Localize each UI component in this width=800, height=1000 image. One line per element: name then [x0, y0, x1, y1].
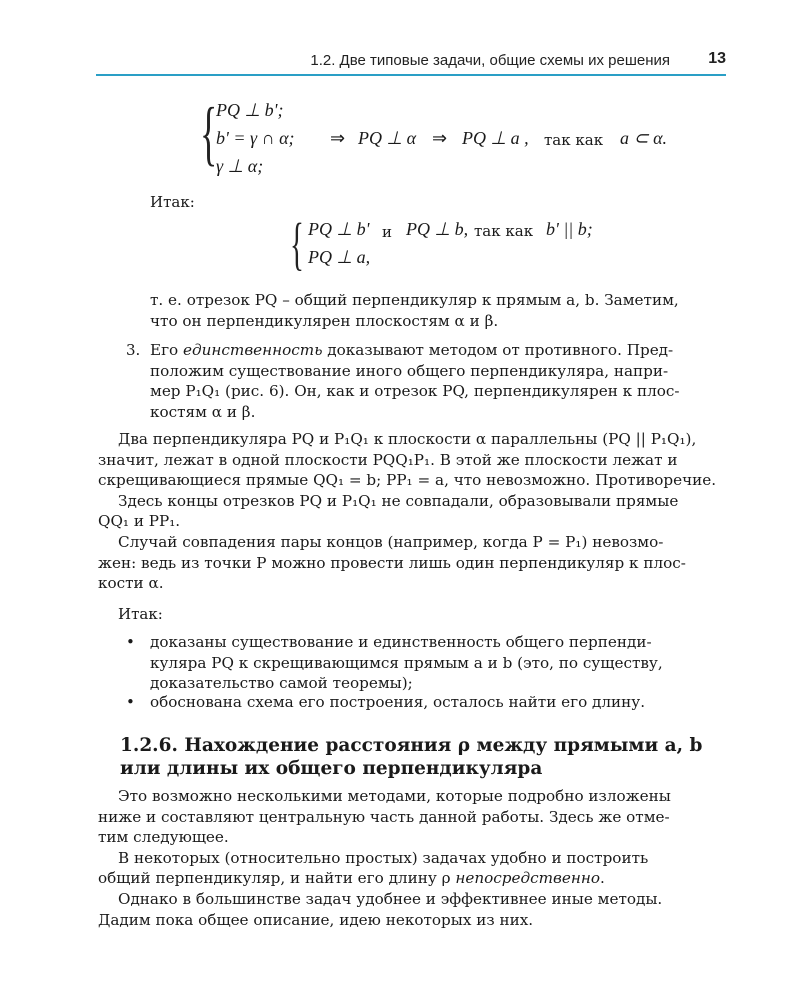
paragraph-perpendiculars: [98, 429, 728, 594]
system2-eq1b: PQ ⊥ b,: [406, 219, 469, 239]
text-line: куляра PQ к скрещивающимся прямым a и b (это, по существу,: [150, 653, 663, 672]
system2-eq1a: PQ ⊥ b': [308, 219, 370, 239]
system2-eq2: PQ ⊥ a,: [308, 247, 371, 267]
text-line: тим следующее.: [98, 828, 229, 847]
itak-label-1: Итак:: [150, 193, 195, 211]
system1-eq3: γ ⊥ α;: [216, 156, 264, 176]
text-line: Это возможно несколькими методами, которые подробно изложены: [118, 787, 671, 805]
text-line: доказательство самой теоремы);: [150, 674, 413, 693]
system1-since: так как: [544, 131, 604, 149]
text-line: QQ₁ и PP₁.: [98, 512, 181, 531]
system2-and: и: [382, 223, 392, 241]
running-header: [96, 44, 726, 76]
text-run: .: [600, 869, 605, 888]
text-run: доказывают методом от противного. Пред-: [322, 341, 674, 359]
left-brace-icon: {: [290, 211, 304, 276]
text-line: мер P₁Q₁ (рис. 6). Он, как и отрезок PQ, перпендикулярен к плос-: [150, 382, 680, 401]
text-line: костям α и β.: [150, 402, 256, 421]
emphasis-text: непосредственно: [455, 869, 600, 888]
paragraph-methods: [98, 786, 728, 930]
system2-since: так как: [474, 222, 534, 240]
text-line: кости α.: [98, 574, 164, 593]
list-item-3: [150, 340, 728, 422]
bullet-item-2: [150, 692, 728, 713]
system1-eq2: b' = γ ∩ α;: [216, 128, 295, 148]
implies-arrow-2: ⇒: [432, 128, 448, 148]
bullet-icon: •: [126, 633, 135, 651]
left-brace-icon: {: [200, 93, 218, 173]
implies-arrow-1: ⇒: [330, 128, 346, 148]
text-line: Здесь концы отрезков PQ и P₁Q₁ не совпадали, образовывали прямые: [118, 491, 679, 510]
text-line: Однако в большинстве задач удобнее и эффективнее иные методы.: [118, 889, 663, 908]
bullet-item-1: [150, 632, 728, 694]
itak-label-2: Итак:: [118, 605, 163, 623]
text-line: скрещивающиеся прямые QQ₁ = b; PP₁ = a, что невозможно. Противоречие.: [98, 471, 717, 490]
text-line: т. е. отрезок PQ – общий перпендикуляр к прямым a, b. Заметим,: [150, 291, 679, 309]
system1-result1: PQ ⊥ α: [358, 128, 417, 148]
text-run: общий перпендикуляр, и найти его длину ρ: [98, 869, 456, 888]
text-line: доказаны существование и единственность общего перпенди-: [150, 633, 652, 651]
running-title: 1.2. Две типовые задачи, общие схемы их решения: [310, 52, 670, 69]
bullet-icon: •: [126, 693, 135, 711]
emphasis-text: единственность: [183, 341, 323, 359]
text-line: что он перпендикулярен плоскостям α и β.: [150, 311, 499, 330]
text-run: Его: [150, 341, 184, 359]
text-line: значит, лежат в одной плоскости PQQ₁P₁. В этой же плоскости лежат и: [98, 450, 678, 469]
page-number: 13: [708, 50, 726, 67]
heading-line: или длины их общего перпендикуляра: [120, 758, 543, 779]
text-line: положим существование иного общего перпендикуляра, напри-: [150, 361, 669, 380]
system1-eq1: PQ ⊥ b';: [216, 100, 284, 120]
heading-line: 1.2.6. Нахождение расстояния ρ между прямыми a, b: [120, 735, 703, 756]
system2-condition: b' || b;: [546, 219, 593, 239]
system1-condition: a ⊂ α.: [620, 128, 668, 148]
text-line: жен: ведь из точки P можно провести лишь один перпендикуляр к плос-: [98, 553, 686, 572]
system1-result2: PQ ⊥ a ,: [462, 128, 529, 148]
text-line: обоснована схема его построения, осталось найти его длину.: [150, 693, 646, 711]
text-line: [150, 340, 728, 361]
section-heading: [120, 734, 730, 780]
text-line: В некоторых (относительно простых) задачах удобно и построить: [118, 848, 649, 867]
text-line: Дадим пока общее описание, идею некоторых из них.: [98, 910, 534, 929]
text-line: Случай совпадения пары концов (например, когда P = P₁) невозмо-: [118, 532, 664, 551]
text-line: [98, 868, 728, 889]
list-number-3: 3.: [126, 341, 141, 359]
paragraph-te: [150, 290, 728, 331]
text-line: ниже и составляют центральную часть данной работы. Здесь же отме-: [98, 807, 670, 826]
text-line: Два перпендикуляра PQ и P₁Q₁ к плоскости α параллельны (PQ || P₁Q₁),: [118, 430, 697, 448]
